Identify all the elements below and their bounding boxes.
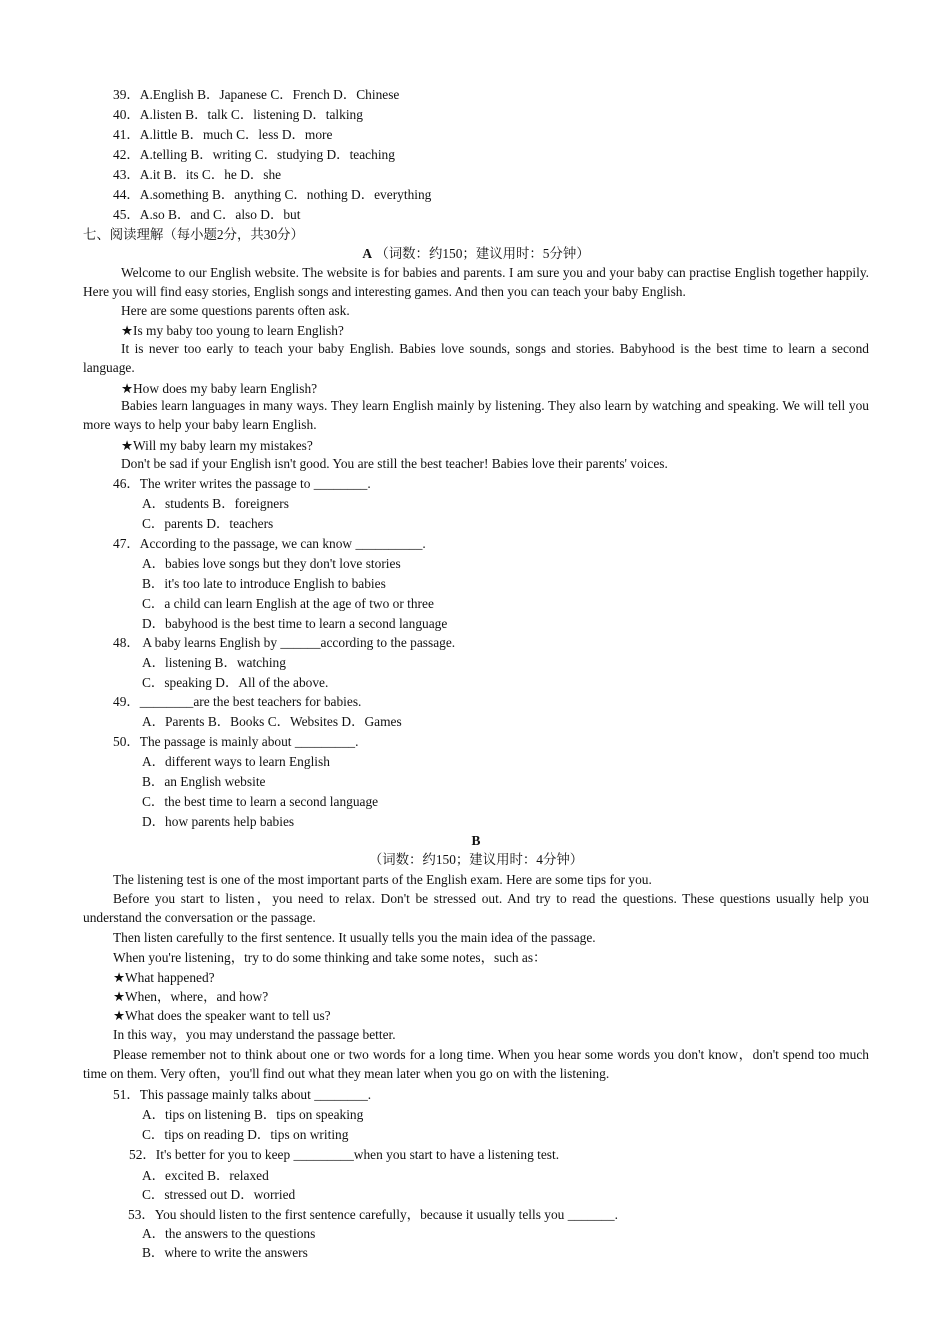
passage-b-paragraph-2: Before you start to listen，you need to relax. Don't be stressed out. And try to read the questions. These questions usually help you understand the conversation or the passage. <box>83 891 869 926</box>
question-47-option-a: A．babies love songs but they don't love stories <box>142 556 401 571</box>
passage-a-question-1: ★Is my baby too young to learn English? <box>121 323 344 338</box>
question-50-option-c: C．the best time to learn a second language <box>142 794 379 809</box>
passage-a-letter: A <box>362 246 373 261</box>
passage-b-info: （词数：约150；建议用时：4分钟） <box>368 852 584 867</box>
question-53: 53．You should listen to the first sentence carefully，because it usually tells you _______. <box>128 1207 618 1222</box>
question-53-option-b: B．where to write the answers <box>142 1245 308 1260</box>
question-46: 46．The writer writes the passage to ________. <box>113 476 371 491</box>
question-49-options: A．Parents B．Books C．Websites D．Games <box>142 714 402 729</box>
question-49: 49．________are the best teachers for babies. <box>113 694 362 709</box>
question-48: 48． A baby learns English by ______according to the passage. <box>113 635 456 650</box>
question-51-options-cd: C．tips on reading D．tips on writing <box>142 1127 349 1142</box>
cloze-option-43: 43．A.it B．its C．he D．she <box>113 167 282 182</box>
cloze-option-39: 39．A.English B．Japanese C．French D．Chinese <box>113 87 400 102</box>
passage-a-answer-2: Babies learn languages in many ways. They learn English mainly by listening. They also learn by watching and speaking. We will tell you more ways to help your baby learn English. <box>83 398 869 433</box>
question-52-options-ab: A．excited B．relaxed <box>142 1168 269 1183</box>
question-47: 47．According to the passage, we can know __________. <box>113 536 426 551</box>
passage-a-question-2: ★How does my baby learn English? <box>121 381 318 396</box>
cloze-option-41: 41．A.little B．much C．less D．more <box>113 127 333 142</box>
passage-a-question-3: ★Will my baby learn my mistakes? <box>121 438 313 453</box>
section-heading: 七、阅读理解（每小题2分，共30分） <box>83 227 304 242</box>
passage-a-paragraph-2: Here are some questions parents often ask. <box>121 303 350 318</box>
passage-b-paragraph-1: The listening test is one of the most important parts of the English exam. Here are some tips for you. <box>113 872 652 887</box>
question-50-option-a: A．different ways to learn English <box>142 754 330 769</box>
question-52: 52．It's better for you to keep _________when you start to have a listening test. <box>129 1147 560 1162</box>
question-51: 51．This passage mainly talks about ________. <box>113 1087 372 1102</box>
question-51-options-ab: A．tips on listening B．tips on speaking <box>142 1107 364 1122</box>
passage-a-paragraph-1: Welcome to our English website. The website is for babies and parents. I am sure you and your baby can practise English together happily. Here you will find easy stories, English songs and interesting games. And then you can teach your baby English. <box>83 265 869 300</box>
question-50-option-b: B．an English website <box>142 774 266 789</box>
question-50-option-d: D．how parents help babies <box>142 814 295 829</box>
question-48-options-ab: A．listening B．watching <box>142 655 286 670</box>
passage-b-paragraph-3: Then listen carefully to the first sentence. It usually tells you the main idea of the passage. <box>113 930 596 945</box>
passage-b-paragraph-4: When you're listening，try to do some thinking and take some notes，such as： <box>113 950 547 965</box>
passage-b-paragraph-6: Please remember not to think about one or two words for a long time. When you hear some words you don't know，don't spend too much time on them. Very often，you'll find out what they mean later when you go on with the listening. <box>83 1047 869 1082</box>
passage-a-answer-1: It is never too early to teach your baby English. Babies love sounds, songs and stories. Babyhood is the best time to learn a second language. <box>83 341 869 376</box>
cloze-option-44: 44．A.something B．anything C．nothing D．everything <box>113 187 432 202</box>
passage-a-heading <box>83 244 869 263</box>
question-47-option-d: D．babyhood is the best time to learn a second language <box>142 616 448 631</box>
question-46-options-ab: A．students B．foreigners <box>142 496 289 511</box>
passage-a-answer-3: Don't be sad if your English isn't good. You are still the best teacher! Babies love their parents' voices. <box>121 456 668 471</box>
passage-b-paragraph-5: In this way，you may understand the passage better. <box>113 1027 396 1042</box>
passage-b-star-3: ★What does the speaker want to tell us? <box>113 1008 331 1023</box>
question-46-options-cd: C．parents D．teachers <box>142 516 274 531</box>
question-53-option-a: A．the answers to the questions <box>142 1226 316 1241</box>
question-52-options-cd: C．stressed out D．worried <box>142 1187 296 1202</box>
cloze-option-45: 45．A.so B．and C．also D．but <box>113 207 301 222</box>
passage-b-letter: B <box>471 833 481 848</box>
passage-a-info: （词数：约150；建议用时：5分钟） <box>375 246 590 261</box>
cloze-option-42: 42．A.telling B．writing C．studying D．teaching <box>113 147 395 162</box>
question-47-option-b: B．it's too late to introduce English to babies <box>142 576 386 591</box>
passage-b-star-2: ★When，where，and how? <box>113 989 269 1004</box>
question-50: 50．The passage is mainly about _________. <box>113 734 359 749</box>
cloze-option-40: 40．A.listen B．talk C．listening D．talking <box>113 107 363 122</box>
passage-b-star-1: ★What happened? <box>113 970 215 985</box>
question-48-options-cd: C．speaking D．All of the above. <box>142 675 329 690</box>
question-47-option-c: C．a child can learn English at the age of two or three <box>142 596 434 611</box>
